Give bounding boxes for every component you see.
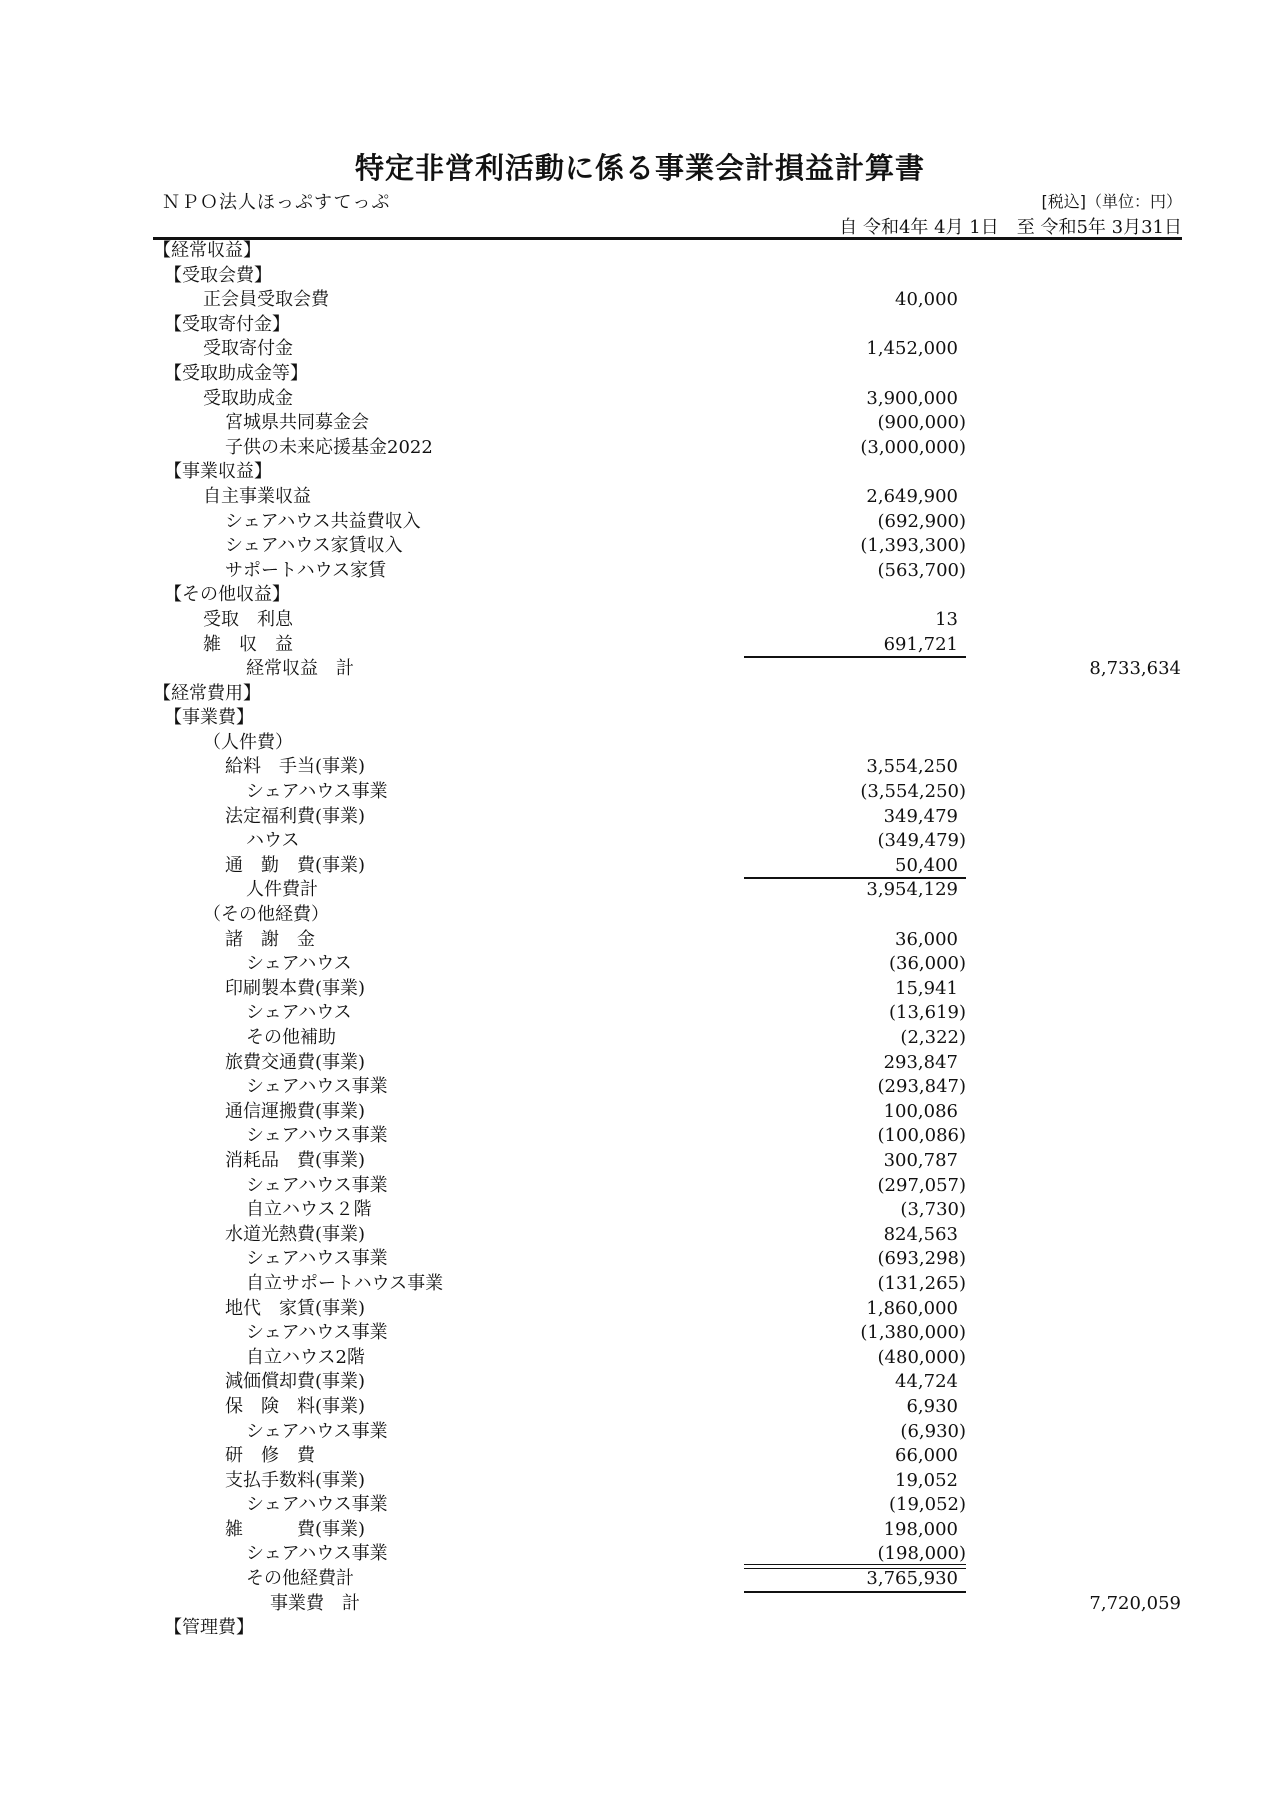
statement-row xyxy=(0,706,1280,731)
row-label: 印刷製本費(事業) xyxy=(225,977,366,999)
row-label: 正会員受取会費 xyxy=(203,289,329,311)
row-label: 通信運搬費(事業) xyxy=(225,1100,366,1122)
row-label: 自立サポートハウス事業 xyxy=(246,1272,444,1294)
row-label: ハウス xyxy=(246,830,300,852)
statement-row xyxy=(0,559,1280,584)
statement-title: 特定非営利活動に係る事業会計損益計算書 xyxy=(354,151,925,185)
statement-row xyxy=(0,903,1280,928)
row-amount: (36,000) xyxy=(888,953,966,975)
row-label: 受取助成金 xyxy=(203,387,293,409)
row-label: シェアハウス共益費収入 xyxy=(225,510,421,532)
statement-row xyxy=(0,805,1280,830)
row-label: 法定福利費(事業) xyxy=(225,805,366,827)
row-label: シェアハウス事業 xyxy=(246,1543,388,1565)
row-label: シェアハウス家賃収入 xyxy=(225,535,403,557)
row-label: （人件費） xyxy=(203,731,293,753)
row-label: シェアハウス事業 xyxy=(246,1248,388,1270)
row-amount: (131,265) xyxy=(877,1272,966,1294)
fiscal-period: 自 令和4年 4月 1日 至 令和5年 3月31日 xyxy=(839,217,1182,238)
row-amount: 198,000 xyxy=(883,1518,958,1540)
row-label: 人件費計 xyxy=(246,879,318,901)
statement-row xyxy=(0,952,1280,977)
row-label: 経常収益 計 xyxy=(246,658,354,680)
row-amount: (297,057) xyxy=(877,1174,966,1196)
statement-row xyxy=(0,854,1280,879)
row-label: その他補助 xyxy=(246,1027,336,1048)
row-amount: 3,900,000 xyxy=(866,387,958,409)
row-amount: (13,619) xyxy=(888,1002,966,1024)
statement-row xyxy=(0,1174,1280,1199)
row-amount: (100,086) xyxy=(877,1125,966,1147)
row-amount: 19,052 xyxy=(895,1469,958,1491)
row-label: シェアハウス事業 xyxy=(246,1076,388,1098)
row-amount: (563,700) xyxy=(877,559,966,581)
row-label: 保 険 料(事業) xyxy=(225,1395,366,1417)
row-amount: 40,000 xyxy=(895,289,958,311)
statement-row xyxy=(0,1542,1280,1567)
row-label: 宮城県共同募金会 xyxy=(225,412,369,434)
row-amount: (3,000,000) xyxy=(860,436,966,458)
row-amount: 6,930 xyxy=(906,1395,958,1417)
row-amount: 300,787 xyxy=(883,1149,958,1171)
row-amount: (2,322) xyxy=(900,1027,966,1048)
statement-row xyxy=(0,780,1280,805)
statement-row xyxy=(0,829,1280,854)
statement-row xyxy=(0,1518,1280,1543)
row-amount: 15,941 xyxy=(895,977,958,999)
row-label: 【受取助成金等】 xyxy=(164,362,308,384)
statement-row xyxy=(0,633,1280,658)
statement-row xyxy=(0,1272,1280,1297)
statement-row xyxy=(0,977,1280,1002)
row-amount: 50,400 xyxy=(895,854,958,876)
row-amount: (1,393,300) xyxy=(860,535,966,557)
statement-row xyxy=(0,411,1280,436)
statement-row xyxy=(0,1297,1280,1322)
statement-row xyxy=(0,239,1280,264)
statement-row xyxy=(0,362,1280,387)
row-label: 【その他収益】 xyxy=(164,584,290,606)
row-label: 諸 謝 金 xyxy=(225,928,315,950)
row-amount: 3,554,250 xyxy=(866,756,958,778)
row-amount: (693,298) xyxy=(877,1248,966,1270)
row-label: 支払手数料(事業) xyxy=(225,1469,366,1491)
statement-row xyxy=(0,1616,1280,1641)
row-label: シェアハウス xyxy=(246,953,352,975)
statement-row xyxy=(0,1198,1280,1223)
statement-row xyxy=(0,1051,1280,1076)
row-amount: (293,847) xyxy=(877,1076,966,1098)
statement-row xyxy=(0,387,1280,412)
row-amount: (1,380,000) xyxy=(860,1322,966,1344)
statement-row xyxy=(0,657,1280,682)
row-label: シェアハウス事業 xyxy=(246,1125,388,1147)
statement-row xyxy=(0,1346,1280,1371)
row-amount: 44,724 xyxy=(895,1371,958,1393)
row-label: 消耗品 費(事業) xyxy=(225,1149,366,1171)
row-label: シェアハウス事業 xyxy=(246,1322,388,1344)
statement-row xyxy=(0,1395,1280,1420)
statement-row xyxy=(0,436,1280,461)
row-label: 通 勤 費(事業) xyxy=(225,854,366,876)
statement-row xyxy=(0,755,1280,780)
row-amount: (480,000) xyxy=(877,1346,966,1368)
row-amount: 1,452,000 xyxy=(866,338,958,360)
row-label: 自立ハウス２階 xyxy=(246,1199,372,1221)
statement-row xyxy=(0,264,1280,289)
row-label: 【管理費】 xyxy=(164,1617,254,1639)
row-label: 旅費交通費(事業) xyxy=(225,1051,366,1073)
statement-rows xyxy=(0,239,1280,1641)
row-amount: 3,954,129 xyxy=(866,879,958,901)
statement-row xyxy=(0,510,1280,535)
row-label: 【経常費用】 xyxy=(153,682,261,704)
statement-row xyxy=(0,288,1280,313)
statement-row xyxy=(0,1370,1280,1395)
statement-row xyxy=(0,1469,1280,1494)
row-amount: (3,554,250) xyxy=(860,781,966,803)
row-label: シェアハウス事業 xyxy=(246,1420,388,1442)
statement-row xyxy=(0,583,1280,608)
statement-row xyxy=(0,928,1280,953)
row-label: 【経常収益】 xyxy=(153,240,261,261)
row-label: シェアハウス事業 xyxy=(246,1174,388,1196)
statement-row xyxy=(0,1223,1280,1248)
statement-row xyxy=(0,1567,1280,1592)
row-amount: (6,930) xyxy=(900,1420,966,1442)
row-amount: 1,860,000 xyxy=(866,1297,958,1319)
statement-row xyxy=(0,1592,1280,1617)
statement-row xyxy=(0,1321,1280,1346)
statement-row xyxy=(0,1026,1280,1051)
statement-row xyxy=(0,731,1280,756)
statement-row xyxy=(0,1420,1280,1445)
row-label: 【受取会費】 xyxy=(164,264,272,286)
row-amount: 3,765,930 xyxy=(866,1568,958,1590)
row-amount: 100,086 xyxy=(883,1100,958,1122)
row-label: 子供の未来応援基金2022 xyxy=(225,436,433,458)
row-amount: 13 xyxy=(935,608,958,630)
row-label: サポートハウス家賃 xyxy=(225,559,387,581)
row-total: 8,733,634 xyxy=(1089,658,1181,680)
statement-row xyxy=(0,337,1280,362)
row-label: 【受取寄付金】 xyxy=(164,313,290,335)
row-total: 7,720,059 xyxy=(1089,1592,1181,1614)
statement-row xyxy=(0,878,1280,903)
row-amount: 36,000 xyxy=(895,928,958,950)
statement-row xyxy=(0,1124,1280,1149)
row-label: シェアハウス xyxy=(246,1002,352,1024)
row-amount: (349,479) xyxy=(877,830,966,852)
row-label: 給料 手当(事業) xyxy=(225,756,366,778)
row-label: シェアハウス事業 xyxy=(246,781,388,803)
unit-note: [税込]（単位：円） xyxy=(1041,192,1182,211)
row-amount: 66,000 xyxy=(895,1445,958,1467)
row-amount: (692,900) xyxy=(877,510,966,532)
row-amount: (3,730) xyxy=(900,1199,966,1221)
row-amount: (19,052) xyxy=(888,1494,966,1516)
statement-row xyxy=(0,485,1280,510)
statement-row xyxy=(0,313,1280,338)
statement-row xyxy=(0,1444,1280,1469)
row-amount: 349,479 xyxy=(883,805,958,827)
statement-row xyxy=(0,1149,1280,1174)
statement-row xyxy=(0,608,1280,633)
row-amount: (198,000) xyxy=(877,1543,966,1565)
row-label: シェアハウス事業 xyxy=(246,1494,388,1516)
row-label: 【事業収益】 xyxy=(164,461,272,483)
row-label: 事業費 計 xyxy=(270,1592,360,1614)
row-amount: 824,563 xyxy=(883,1223,958,1245)
row-label: 受取寄付金 xyxy=(203,338,293,360)
row-label: （その他経費） xyxy=(203,904,329,926)
row-label: 【事業費】 xyxy=(164,707,254,729)
row-label: 地代 家賃(事業) xyxy=(225,1297,366,1319)
row-amount: 691,721 xyxy=(883,633,958,655)
organization-name: ＮＰＯ法人ほっぷすてっぷ xyxy=(162,192,391,213)
row-label: 減価償却費(事業) xyxy=(225,1371,366,1393)
row-label: その他経費計 xyxy=(246,1568,354,1590)
statement-row xyxy=(0,1100,1280,1125)
row-label: 受取 利息 xyxy=(203,608,293,630)
statement-row xyxy=(0,460,1280,485)
statement-row xyxy=(0,1247,1280,1272)
row-label: 研 修 費 xyxy=(225,1445,315,1467)
statement-row xyxy=(0,534,1280,559)
row-label: 自主事業収益 xyxy=(203,485,311,507)
row-label: 自立ハウス2階 xyxy=(246,1346,365,1368)
row-amount: 293,847 xyxy=(883,1051,958,1073)
row-label: 雑 収 益 xyxy=(203,633,293,655)
statement-row xyxy=(0,1001,1280,1026)
statement-row xyxy=(0,1075,1280,1100)
row-label: 水道光熱費(事業) xyxy=(225,1223,366,1245)
row-amount: (900,000) xyxy=(877,412,966,434)
statement-row xyxy=(0,682,1280,707)
row-label: 雑 費(事業) xyxy=(225,1518,366,1540)
row-amount: 2,649,900 xyxy=(866,485,958,507)
statement-row xyxy=(0,1493,1280,1518)
